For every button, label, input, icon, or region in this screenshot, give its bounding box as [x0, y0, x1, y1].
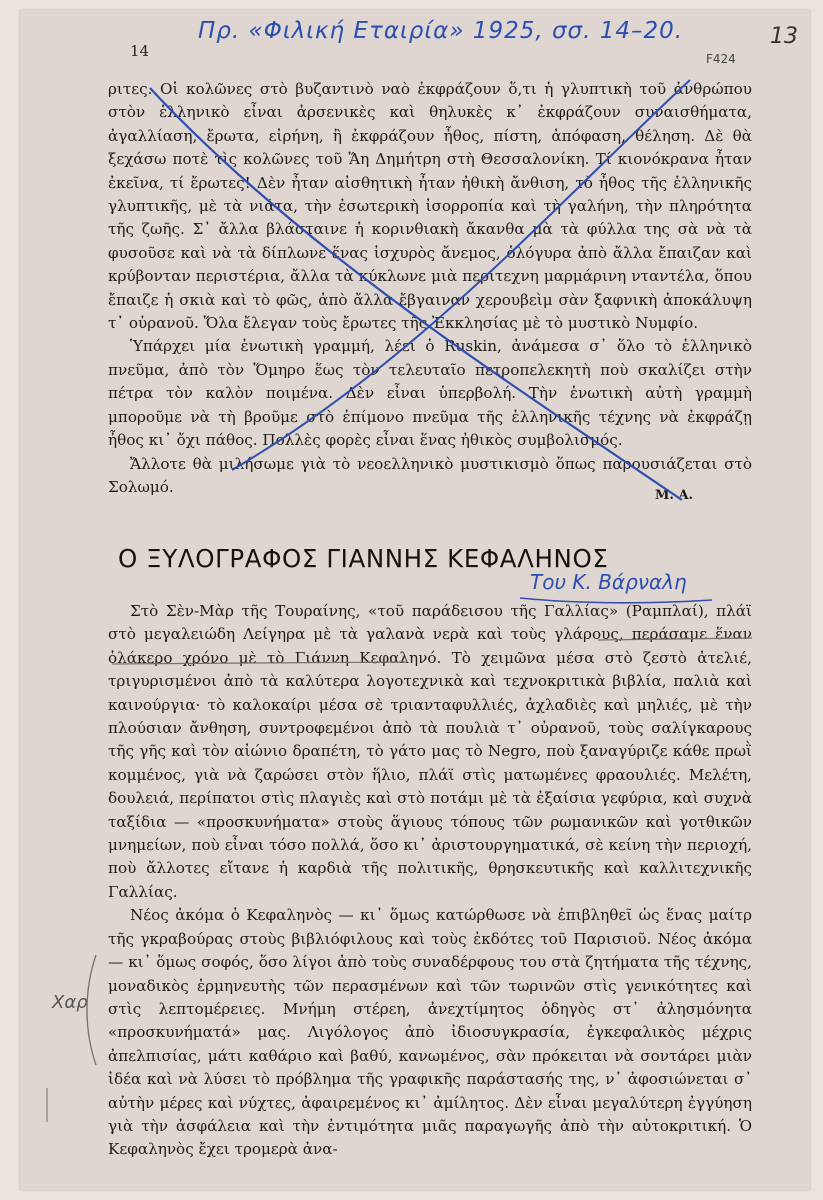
author-underline [520, 598, 712, 603]
essay-one-signature: Μ. Α. [655, 488, 694, 503]
page-number: 14 [130, 42, 150, 60]
essay-two-paragraph: Νέος ἀκόμα ὁ Κεφαληνὸς — κι᾽ ὅμως κατώρθωσε νὰ ἐπιβληθεῖ ὡς ἕνας μαίτρ τῆς γκραβούρας στοὺς βιβλιόφιλους καὶ τοὺς ἐκδότες τοῦ Παρισιοῦ. Νέος ἀκόμα — κι᾽ ὅμως σοφός, ὅσο λίγοι ἀπὸ τοὺς συναδέρφους του στὰ ζητήματα τῆς τέχνης, μοναδικὸς ἑρμηνευτὴς τῶν περασμένων καὶ τῶν τωρινῶν στὶς γενικότητες καὶ στὶς λεπτομέρειες. Μνήμη στέρεη, ἀνεχτίμητος ὁδηγὸς στ᾽ ἀλησμόνητα «προσκυνήματά» μας. Λιγόλογος ἀπὸ ἰδιοσυγκρασία, ἐγκεφαλικὸς μέχρις ἀπελπισίας, μάτι καθάριο καὶ βαθύ, κανωμένος, σὰν πρόκειται νὰ σοντάρει μιὰν ἰδέα καὶ νὰ λύσει τὸ πρόβλημα τῆς γραφικῆς παράστασής της, ν᾽ ἀφοσιώνεται σ᾽ αὐτὴν μέρες καὶ νύχτες, ἀφαιρεμένος κι᾽ ἀμίλητος. Δὲν εἶναι μεγαλύτερη ἐγγύηση γιὰ τὴν ἀσφάλεια καὶ τὴν ἐντιμότητα μιᾶς παραγωγῆς ἀπὸ τὴν αὐτοκριτική. Ὁ Κεφαληνὸς ἔχει τρομερὰ ἀνα- [108, 906, 752, 1159]
essay-two-paragraph: Στὸ Σὲν-Μὰρ τῆς Τουραίνης, «τοῦ παράδεισου τῆς Γαλλίας» (Ραμπλαί), πλάϊ στὸ μεγαλειώδη Λείγηρα μὲ τὰ γαλανὰ νερὰ καὶ τοὺς γλάρους, περάσαμε ἕναν ὁλάκερο χρόνο μὲ τὸ Γιάννη Κεφαληνό. Τὸ χειμῶνα μέσα στὸ ζεστὸ ἀτελιέ, τριγυρισμένοι ἀπὸ τὰ καλύτερα λογοτεχνικὰ καὶ τεχνοκριτικὰ βιβλία, παλιὰ καὶ καινούργια· τὸ καλοκαίρι μέσα σὲ τριανταφυλλιές, ἀχλαδιὲς καὶ μηλιές, μὲ τὴν πλούσιαν ἄνθηση, συντροφεμένοι ἀπὸ τὰ πουλιὰ τ᾽ οὐρανοῦ, τοὺς σαλίγκαρους τῆς γῆς καὶ τὸν αἰώνιο δραπέτη, τὸ γάτο μας τὸ Negro, ποὺ ξαναγύριζε κάθε πρωῒ κομμένος, γιὰ νὰ ζαρώσει στὸν ἥλιο, πλάϊ στὶς ματωμένες φραουλιές. Μελέτη, δουλειά, περίπατοι στὶς πλαγιὲς καὶ στὸ ποτάμι μὲ τὰ ἐξαίσια γεφύρια, καὶ συχνὰ ταξίδια — «προσκυνήματα» στοὺς ἅγιους τόπους τῶν ρωμανικῶν καὶ γοτθικῶν μνημείων, ποὺ εἶναι τόσο πολλά, ὅσο κι᾽ ἀριστουργηματικά, σὲ κείνη τὴν περιοχή, ποὺ ἄλλοτες εἴτανε ἡ καρδιὰ τῆς πολιτικῆς, θρησκευτικῆς καὶ καλλιτεχνικῆς Γαλλίας. [108, 602, 752, 901]
essay-one-paragraph: Ἄλλοτε θὰ μιλήσωμε γιὰ τὸ νεοελληνικὸ μυστικισμὸ ὅπως παρουσιάζεται στὸ Σολωμό. [108, 454, 752, 496]
handwritten-author-note: Του Κ. Βάρναλη [530, 570, 687, 594]
cross-out-stroke [232, 80, 690, 470]
handwritten-page-mark: 13 [770, 24, 798, 49]
essay-one-paragraph: Ὑπάρχει μία ἑνωτικὴ γραμμή, λέει ὁ Ruskin, ἀνάμεσα σ᾽ ὅλο τὸ ἑλληνικὸ πνεῦμα, ἀπὸ τὸν Ὅμηρο ἕως τὸν τελευταῖο πετροπελεκητὴ ποὺ σκαλίζει στὴν πέτρα τὸν καλὸν ποιμένα. Δὲν εἶναι ὑπερβολή. Τὴν ἑνωτικὴ αὐτὴ γραμμὴ μποροῦμε νὰ τὴ βροῦμε στὸ ἐπίμονο πνεῦμα τῆς ἑλληνικῆς τέχνης νὰ ἐκφράζῃ ἦθος κι᾽ ὄχι πάθος. Πολλὲς φορὲς εἶναι ἕνας ἠθικὸς συμβολισμός. [108, 337, 752, 450]
text-underline [598, 638, 752, 640]
essay-one-paragraph: ριτες. Οἱ κολῶνες στὸ βυζαντινὸ ναὸ ἐκφράζουν ὅ,τι ἡ γλυπτικὴ τοῦ ἀνθρώπου στὸν ἑλληνικὸ εἶναι ἀρσενικὲς καὶ θηλυκὲς κ᾽ ἐκφράζουν συναισθήματα, ἀγαλλίαση, ἔρωτα, εἰρήνη, ἢ ἐκφράζουν ἦθος, πίστη, ἀπόφαση, θέληση. Δὲ θὰ ξεχάσω ποτὲ τὶς κολῶνες τοῦ Ἅη Δημήτρη στὴ Θεσσαλονίκη. Τί κιονόκρανα ἦταν ἐκεῖνα, τί ἔρωτες! Δὲν ἦταν αἰσθητικὴ ἦταν ἠθικὴ ἄνθιση, τὸ ἦθος τῆς ἑλληνικῆς γλυπτικῆς, μὲ τὰ νιάτα, τὴν ἐσωτερικὴ ἰσορροπία καὶ τὴ γαλήνη, τὴν πληρότητα τῆς ζωῆς. Σ᾽ ἄλλα βλάσταινε ἡ κορινθιακὴ ἄκανθα μὰ τὰ φύλλα της σὰ νὰ τὰ φυσοῦσε καὶ νὰ τὰ δίπλωνε ἕνας ἰσχυρὸς ἄνεμος, ὁλόγυρα ἀπὸ ἄλλα ἔπαιζαν καὶ κρύβονταν περιστέρια, ἄλλα τὰ κύκλωνε μιὰ περίτεχνη μαρμάρινη νταντέλα, ὅπου ἔπαιζε ἡ σκιὰ καὶ τὸ φῶς, ἀπὸ ἄλλα ἔβγαιναν χερουβεὶμ σὰν ξαφνικὴ ἀποκάλυψη τ᾽ οὐρανοῦ. Ὅλα ἔλεγαν τοὺς ἔρωτες τῆς Ἐκκλησίας μὲ τὸ μυστικὸ Νυμφίο. [108, 80, 752, 333]
essay-two-title: Ο ΞΥΛΟΓΡΑΦΟΣ ΓΙΑΝΝΗΣ ΚΕΦΑΛΗΝΟΣ [118, 544, 609, 573]
handwritten-source-note: Πρ. «Φιλική Εταιρία» 1925, σσ. 14–20. [198, 18, 684, 44]
cross-out-stroke [150, 88, 682, 500]
margin-bracket [87, 955, 96, 1065]
text-underline [112, 662, 406, 664]
handwritten-margin-note: Χαρ [52, 992, 88, 1013]
handwritten-reference-code: F424 [706, 52, 736, 66]
